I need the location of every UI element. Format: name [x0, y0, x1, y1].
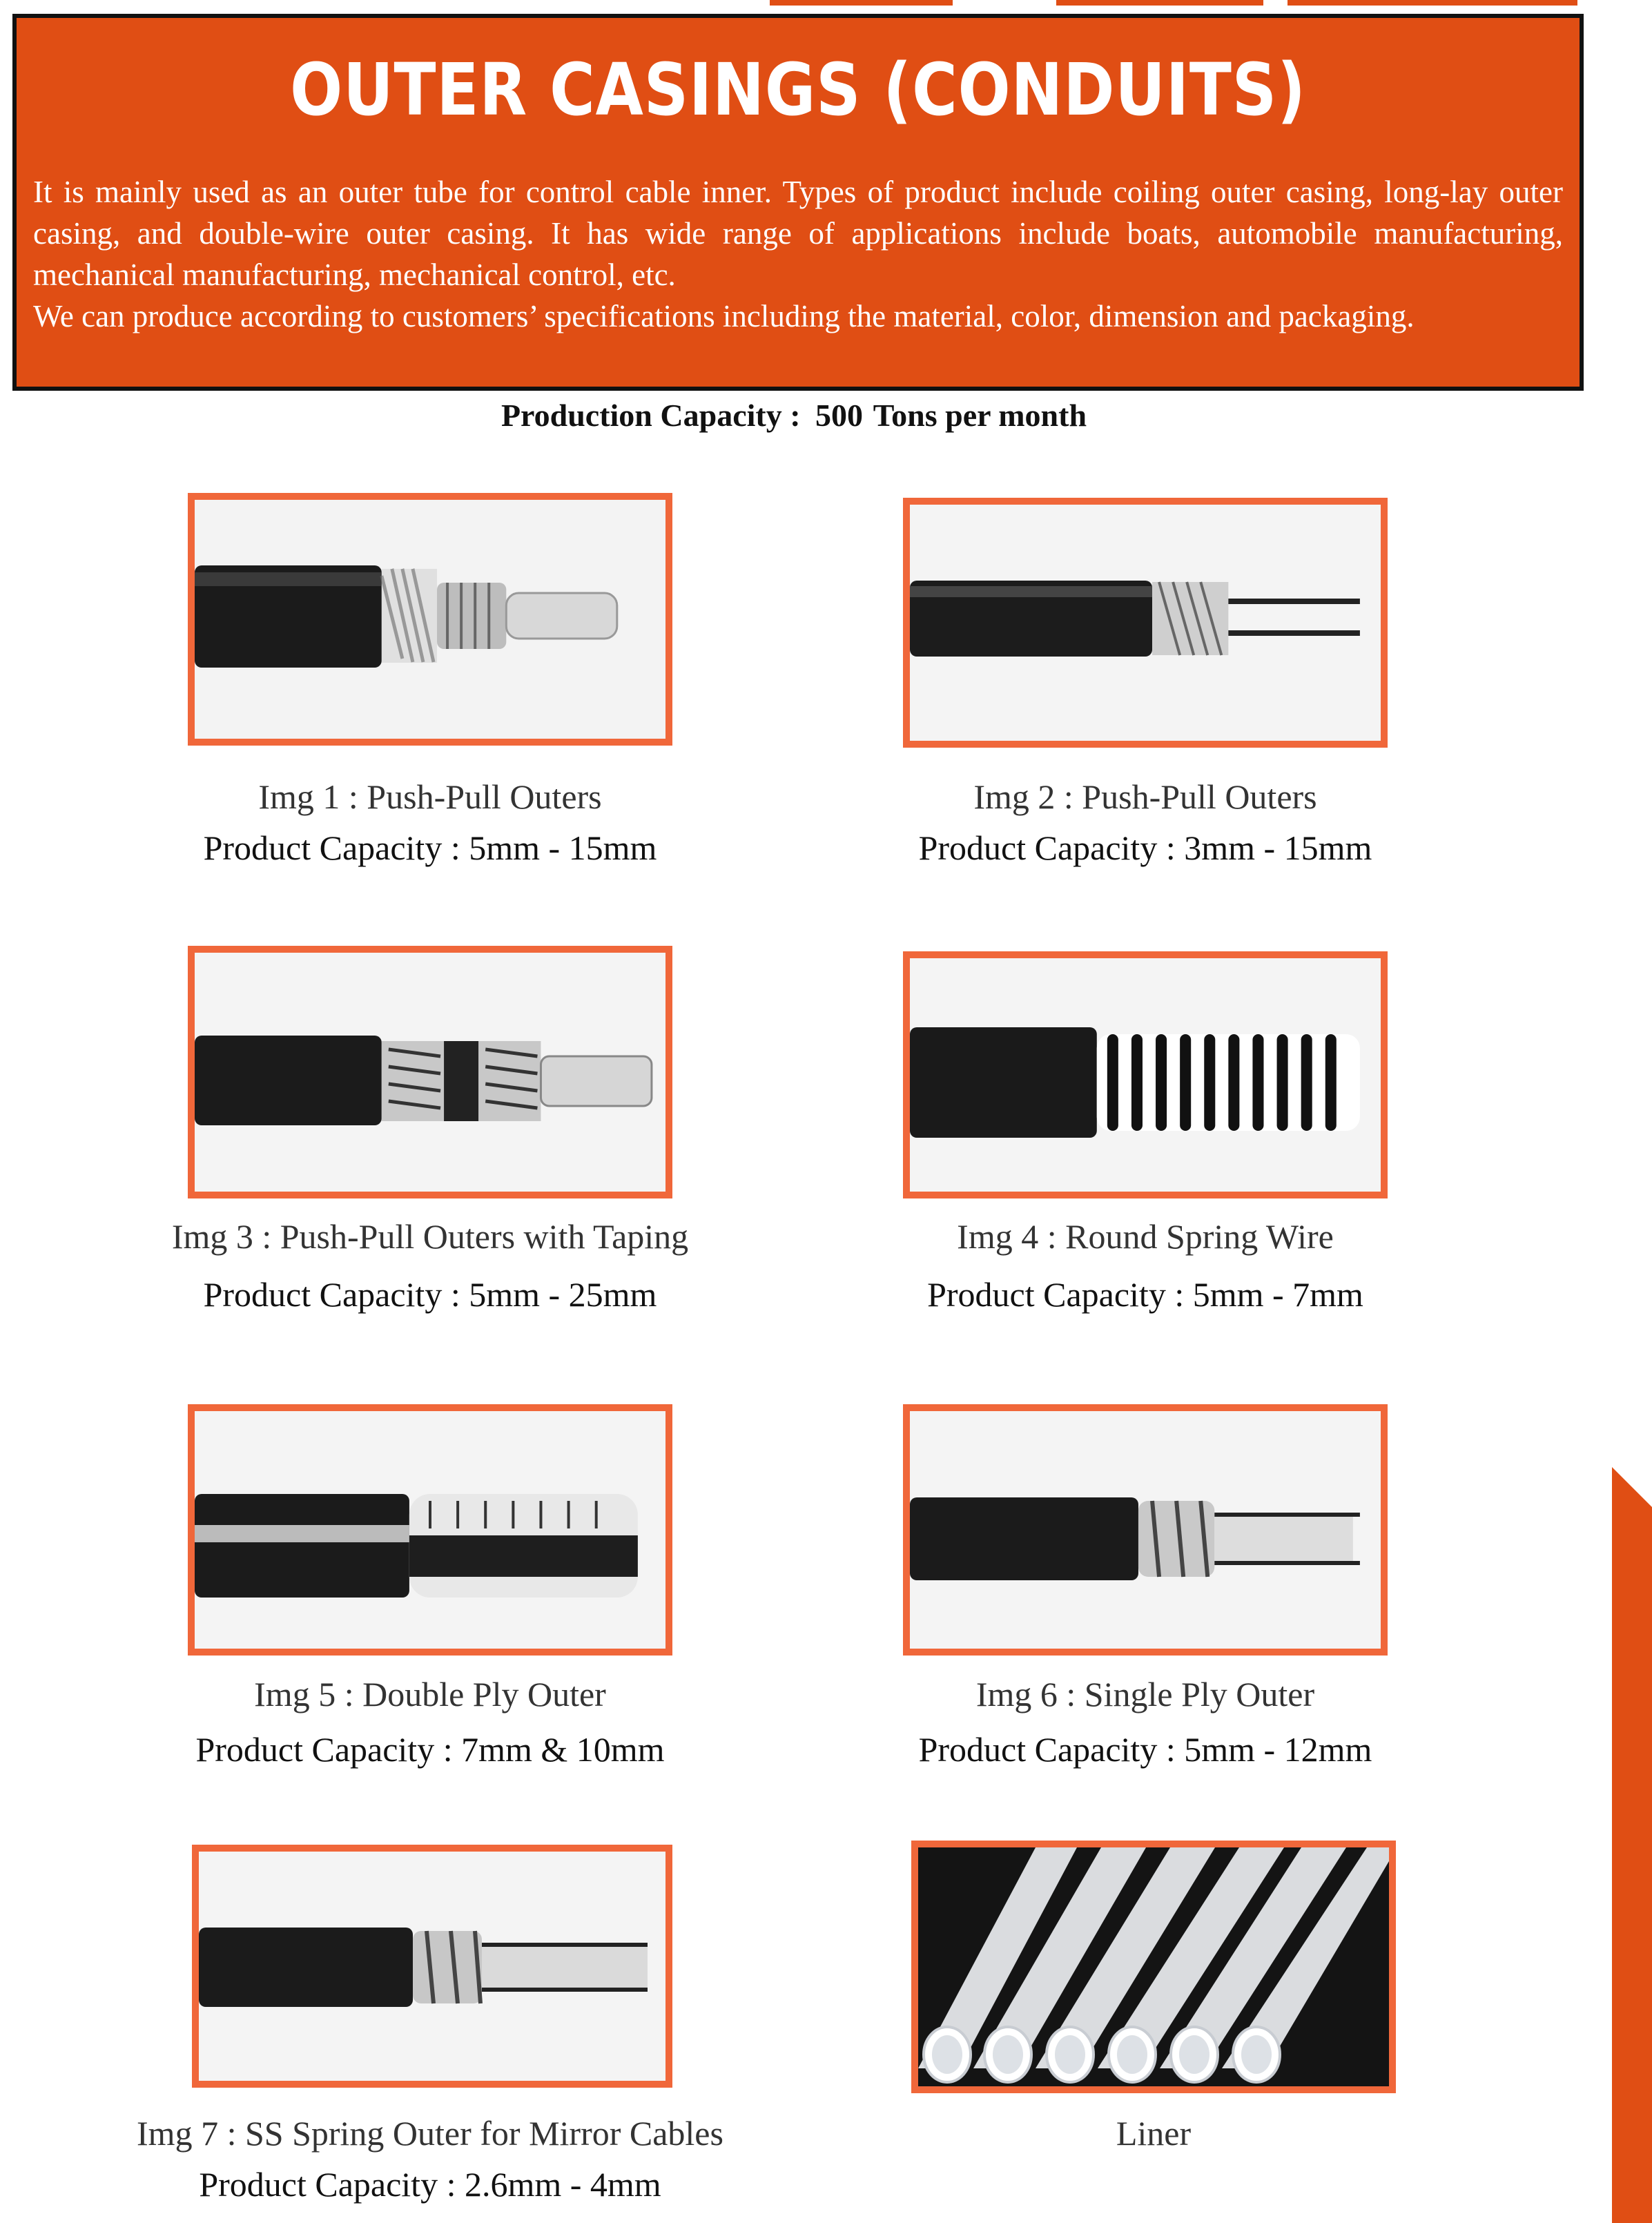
- top-tab-decoration: [1287, 0, 1577, 6]
- product-caption-liner: [875, 2108, 1432, 2158]
- description-paragraph: It is mainly used as an outer tube for control cable inner. Types of product include coiling outer casing, long-lay outer casing, and double-wire outer casing. It has wide range of applications include boats, automobile manufacturing, mechanical manufacturing, mechanical control, etc.: [33, 175, 1563, 292]
- product-caption-7: [110, 2108, 750, 2211]
- product-caption-2: [867, 772, 1423, 874]
- product-image-6: [903, 1404, 1388, 1656]
- product-title: Img 1 : Push-Pull Outers: [258, 777, 602, 816]
- product-caption-6: [867, 1669, 1423, 1776]
- product-title: Img 7 : SS Spring Outer for Mirror Cables: [137, 2114, 723, 2153]
- top-tab-decoration: [770, 0, 953, 6]
- product-image-5: [188, 1404, 672, 1656]
- product-title: Liner: [1116, 2114, 1192, 2153]
- right-edge-strip: [1612, 1467, 1652, 2223]
- product-title: Img 6 : Single Ply Outer: [975, 1675, 1315, 1714]
- product-image-7: [192, 1845, 672, 2088]
- product-capacity: Product Capacity : 2.6mm - 4mm: [199, 2165, 661, 2204]
- top-tab-decoration: [1056, 0, 1263, 6]
- product-title: Img 4 : Round Spring Wire: [957, 1217, 1334, 1256]
- product-title: Img 2 : Push-Pull Outers: [973, 777, 1317, 816]
- product-image-3: [188, 946, 672, 1198]
- right-edge-strip-bevel: [1612, 1467, 1652, 1507]
- product-capacity: Product Capacity : 5mm - 15mm: [203, 828, 657, 867]
- product-caption-4: [867, 1212, 1423, 1321]
- product-image-2: [903, 498, 1388, 748]
- product-capacity: Product Capacity : 5mm - 12mm: [918, 1730, 1372, 1769]
- product-capacity: Product Capacity : 5mm - 25mm: [203, 1275, 657, 1314]
- product-caption-3: [124, 1212, 736, 1321]
- product-caption-1: [152, 772, 708, 874]
- product-image-1: [188, 493, 672, 746]
- product-title: Img 3 : Push-Pull Outers with Taping: [171, 1217, 689, 1256]
- production-capacity: [0, 397, 1588, 434]
- production-capacity-unit: Tons per month: [873, 398, 1087, 433]
- product-capacity: Product Capacity : 7mm & 10mm: [195, 1730, 665, 1769]
- product-capacity: Product Capacity : 3mm - 15mm: [918, 828, 1372, 867]
- production-capacity-label: Production Capacity :: [501, 398, 801, 433]
- product-capacity: Product Capacity : 5mm - 7mm: [927, 1275, 1363, 1314]
- product-title: Img 5 : Double Ply Outer: [254, 1675, 606, 1714]
- description: [33, 171, 1563, 337]
- description-paragraph: We can produce according to customers’ specifications including the material, color, dimension and packaging.: [33, 299, 1415, 333]
- product-image-liner: [911, 1841, 1396, 2093]
- product-image-4: [903, 951, 1388, 1198]
- header-banner: [12, 14, 1584, 391]
- product-caption-5: [152, 1669, 708, 1776]
- page-title: OUTER CASINGS (CONDUITS): [290, 48, 1306, 132]
- production-capacity-value: 500: [815, 398, 864, 433]
